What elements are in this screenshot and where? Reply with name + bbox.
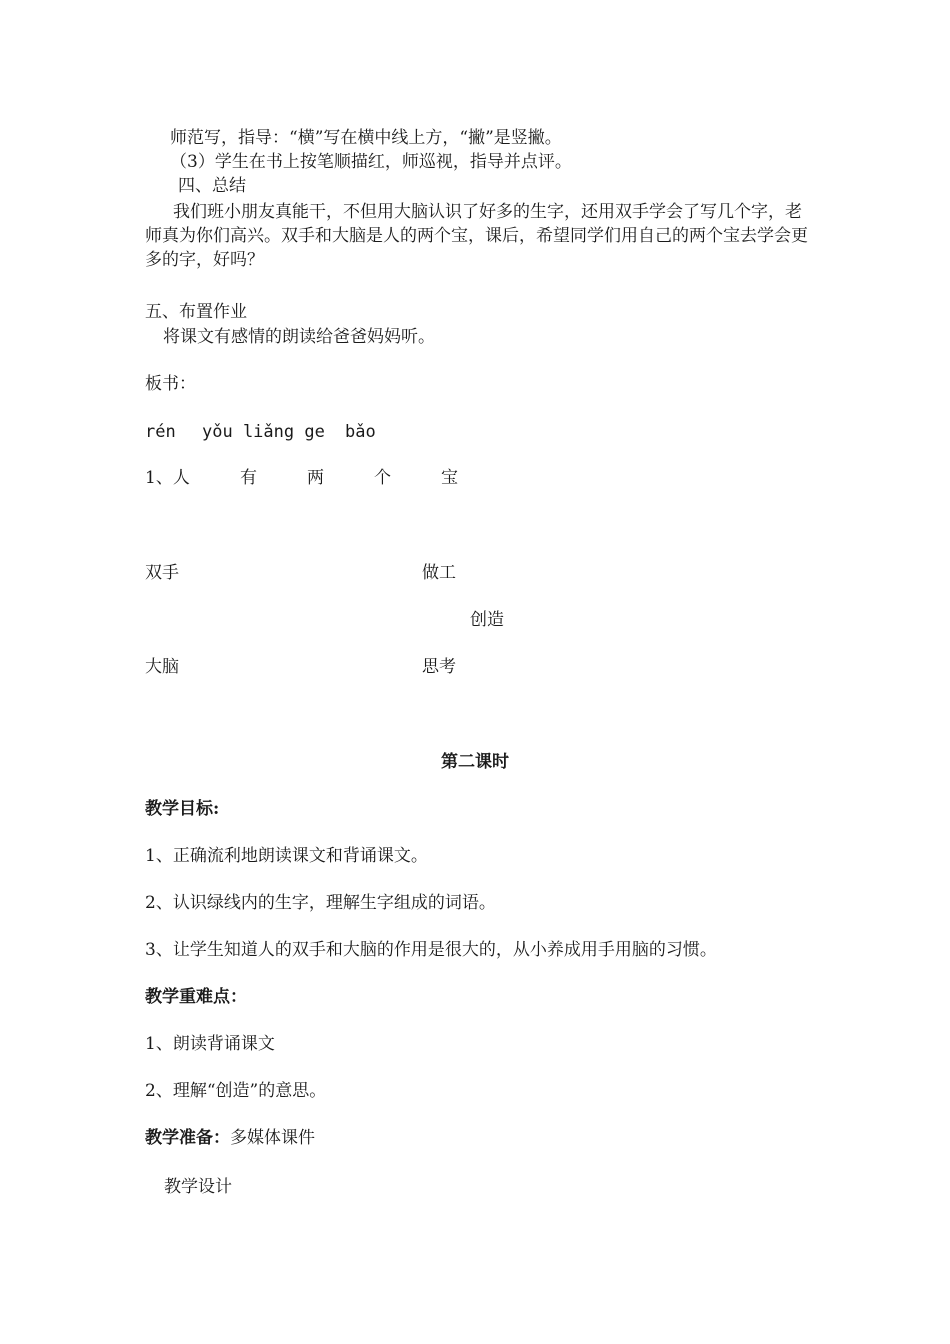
board-think: 思考: [422, 657, 456, 677]
key-point-item: 1、朗读背诵课文: [145, 1034, 275, 1054]
board-title-char: 有: [240, 468, 257, 488]
board-work: 做工: [422, 563, 456, 583]
board-title-number: 1、人: [145, 468, 190, 488]
board-brain: 大脑: [145, 657, 179, 677]
preparation-label: 教学准备：: [145, 1128, 230, 1148]
trace-line: （3）学生在书上按笔顺描红，师巡视，指导并点评。: [170, 152, 572, 172]
board-label: 板书：: [145, 374, 196, 394]
design-heading: 教学设计: [164, 1177, 232, 1197]
goal-item: 3、让学生知道人的双手和大脑的作用是很大的，从小养成用手用脑的习惯。: [145, 940, 717, 960]
goal-item: 2、认识绿线内的生字，理解生字组成的词语。: [145, 893, 496, 913]
board-hands: 双手: [145, 563, 179, 583]
pinyin-you-liang-ge: yǒu liǎng ge: [202, 422, 325, 442]
homework-heading: 五、布置作业: [145, 302, 247, 322]
board-title-char: 宝: [441, 468, 458, 488]
summary-paragraph: 我们班小朋友真能干，不但用大脑认识了好多的生字，还用双手学会了写几个字，老师真为你们高兴。双手和大脑是人的两个宝，课后，希望同学们用自己的两个宝去学会更多的字，好吗？: [145, 202, 808, 270]
goals-heading: 教学目标:: [145, 799, 220, 819]
pinyin-bao: bǎo: [345, 422, 376, 442]
summary-heading: 四、总结: [178, 176, 246, 196]
demo-writing-line: 师范写，指导：“横”写在横中线上方，“撇”是竖撇。: [170, 128, 562, 148]
key-points-heading: 教学重难点：: [145, 987, 247, 1007]
board-title-char: 两: [307, 468, 324, 488]
board-title-char: 个: [374, 468, 391, 488]
homework-text: 将课文有感情的朗读给爸爸妈妈听。: [163, 327, 435, 347]
preparation-value: 多媒体课件: [230, 1128, 315, 1148]
lesson2-title: 第二课时: [441, 752, 509, 772]
goal-item: 1、正确流利地朗读课文和背诵课文。: [145, 846, 428, 866]
board-create: 创造: [470, 610, 504, 630]
key-point-item: 2、理解“创造”的意思。: [145, 1081, 327, 1101]
pinyin-ren: rén: [145, 422, 176, 442]
preparation-line: [145, 1126, 315, 1150]
